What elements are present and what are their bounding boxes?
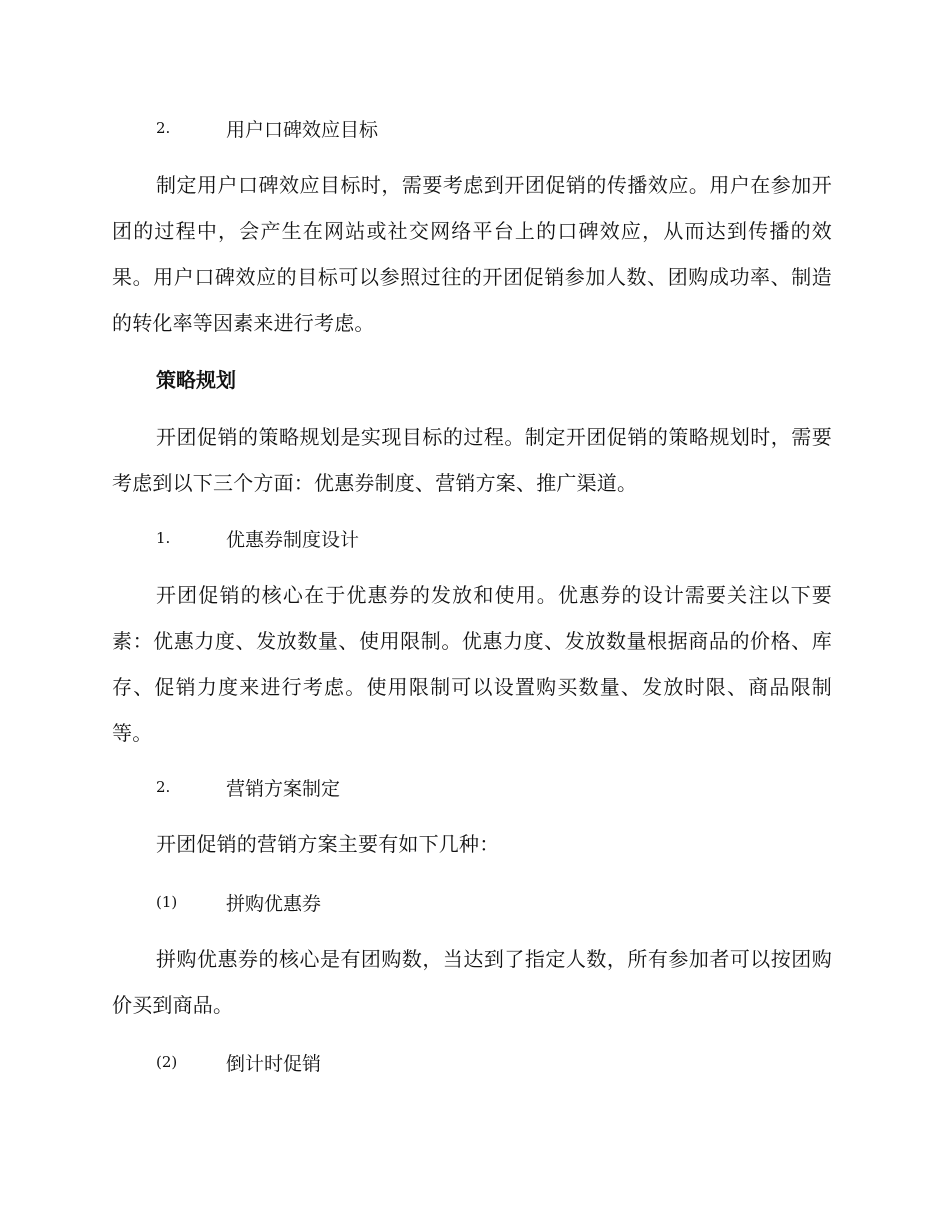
list-label: 用户口碑效应目标: [226, 118, 379, 141]
list-number: 2.: [156, 778, 171, 796]
list-number: 2.: [156, 119, 171, 137]
list-number: (2): [156, 1053, 178, 1071]
list-item-group-coupon: [156, 886, 321, 918]
list-number: (1): [156, 893, 178, 911]
list-number: 1.: [156, 529, 171, 547]
list-label: 优惠券制度设计: [226, 528, 360, 551]
list-item-user-wom-goal: [156, 112, 378, 144]
list-label: 拼购优惠券: [226, 892, 322, 915]
paragraph-coupon: 开团促销的核心在于优惠券的发放和使用。优惠券的设计需要关注以下要素：优惠力度、发放数量、使用限制。优惠力度、发放数量根据商品的价格、库存、促销力度来进行考虑。使用限制可以设置购买数量、发放时限、商品限制等。: [112, 583, 832, 745]
paragraph-strategy: 开团促销的策略规划是实现目标的过程。制定开团促销的策略规划时，需要考虑到以下三个方面：优惠券制度、营销方案、推广渠道。: [112, 425, 832, 495]
list-label: 营销方案制定: [226, 777, 341, 800]
paragraph-marketing: 开团促销的营销方案主要有如下几种：: [156, 832, 500, 856]
list-label: 倒计时促销: [226, 1052, 322, 1075]
list-item-marketing-plan: [156, 771, 340, 803]
paragraph-group-coupon: 拼购优惠券的核心是有团购数，当达到了指定人数，所有参加者可以按团购价买到商品。: [112, 947, 832, 1017]
section-heading: 策略规划: [156, 368, 236, 392]
list-item-countdown: [156, 1046, 321, 1078]
paragraph-wom-goal: 制定用户口碑效应目标时，需要考虑到开团促销的传播效应。用户在参加开团的过程中，会产生在网站或社交网络平台上的口碑效应，从而达到传播的效果。用户口碑效应的目标可以参照过往的开团促销参加人数、团购成功率、制造的转化率等因素来进行考虑。: [112, 173, 832, 335]
list-item-coupon-design: [156, 522, 359, 554]
